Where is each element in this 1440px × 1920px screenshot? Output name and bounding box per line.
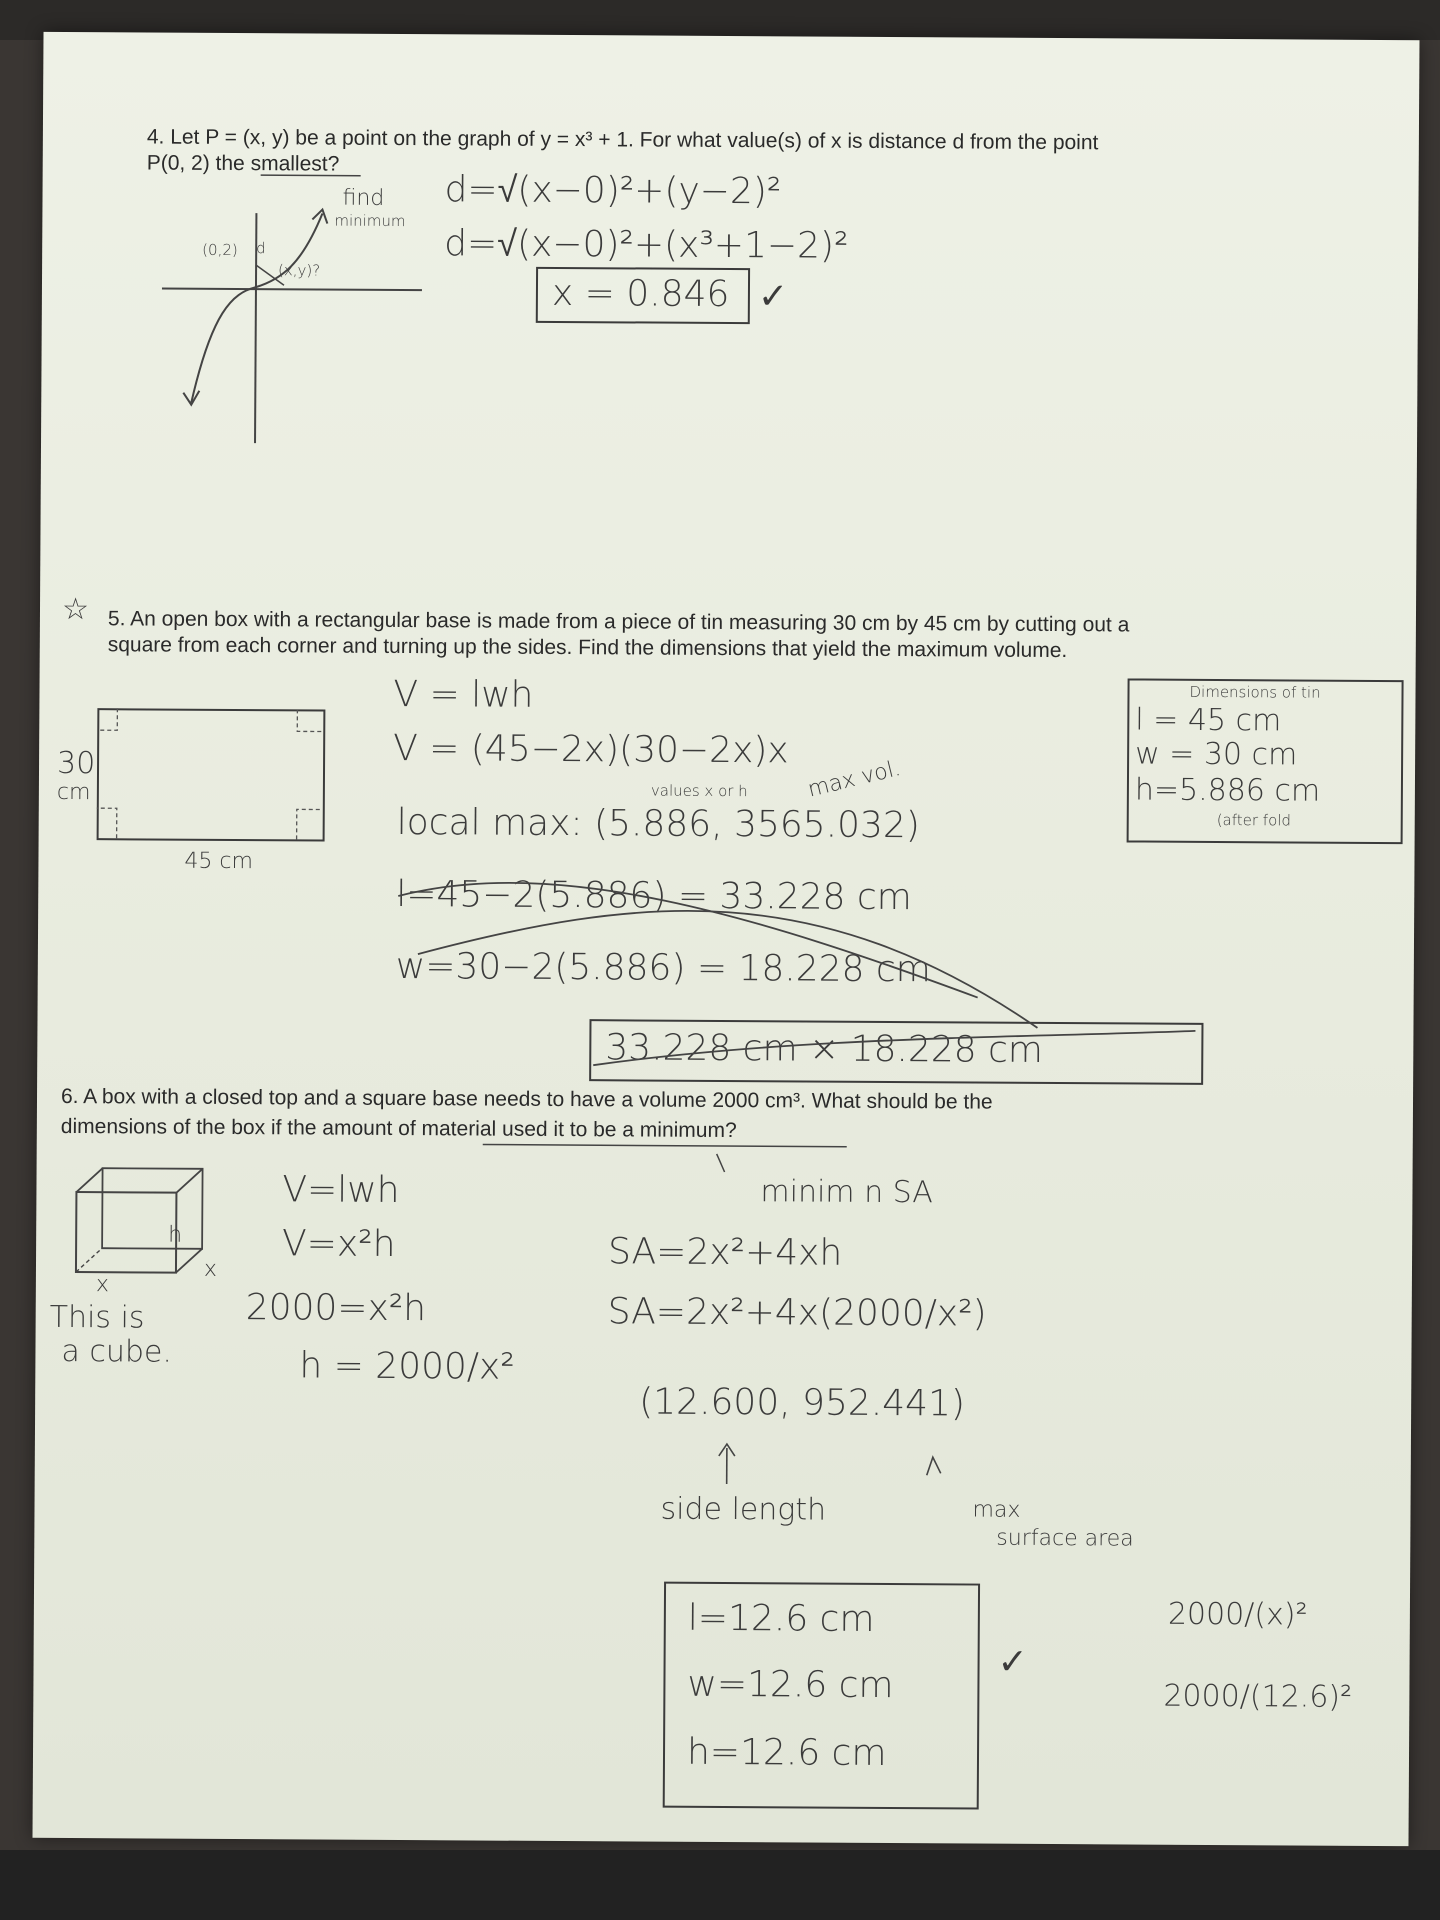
note-max-vol: max vol. <box>805 755 904 803</box>
cube-label-x1: x <box>203 1256 218 1282</box>
problem6-sa1: SA=2x²+4xh <box>607 1231 843 1274</box>
cube-label-h: h <box>168 1222 183 1248</box>
note-minimize-sa: minim n SA <box>760 1174 933 1211</box>
problem4-text-line2: P(0, 2) the smallest? <box>146 151 340 176</box>
arrow-label-surface-area: surface area <box>996 1525 1134 1552</box>
side-calc-1: 2000/(x)² <box>1167 1596 1308 1633</box>
problem5-crossed-box-text: 33.228 cm × 18.228 cm <box>605 1027 1044 1071</box>
problem6-eq-v3: 2000=x²h <box>245 1287 427 1330</box>
graph-label-d: d <box>256 239 266 258</box>
dimensions-l: l = 45 cm <box>1135 702 1282 739</box>
dimensions-title: Dimensions of tin <box>1189 682 1321 702</box>
problem6-arrows <box>32 32 1419 1846</box>
cube-label-x2: x <box>95 1272 109 1298</box>
cube-note-line2: a cube. <box>61 1333 173 1370</box>
graph-label-point: (0,2) <box>202 240 238 260</box>
problem4-eq1: d=√(x−0)²+(y−2)² <box>444 169 782 213</box>
dimensions-h: h=5.886 cm <box>1134 772 1321 809</box>
problem4-answer: x = 0.846 <box>551 272 730 316</box>
note-minimum: minimum <box>334 211 406 231</box>
problem4-text-line1: 4. Let P = (x, y) be a point on the graph of y = x³ + 1. For what value(s) of x is distance d from the point <box>146 125 1099 155</box>
graph-label-xy: (x,y)? <box>278 261 321 280</box>
problem6-eq-h: h = 2000/x² <box>299 1345 515 1388</box>
tin-side-label-30: 30 <box>56 745 96 782</box>
problem5-text-line1: 5. An open box with a rectangular base is made from a piece of tin measuring 30 cm by 45 cm by cutting out a <box>107 607 1130 637</box>
problem6-text-line2: dimensions of the box if the amount of material used it to be a minimum? <box>60 1114 737 1143</box>
note-find: find <box>342 185 385 211</box>
problem6-eq-v: V=lwh <box>282 1169 400 1212</box>
problem6-text-line1: 6. A box with a closed top and a square base needs to have a volume 2000 cm³. What should be the <box>60 1084 993 1114</box>
problem5-local-max: local max: (5.886, 3565.032) <box>396 801 920 847</box>
side-calc-2: 2000/(12.6)² <box>1163 1678 1353 1715</box>
problem6-sa2: SA=2x²+4x(2000/x²) <box>607 1291 987 1335</box>
tin-bottom-label: 45 cm <box>184 848 254 875</box>
problem5-eq-v: V = lwh <box>393 673 534 716</box>
answer-l: l=12.6 cm <box>687 1597 875 1640</box>
answer-h: h=12.6 cm <box>686 1731 887 1774</box>
problem6-point: (12.600, 952.441) <box>639 1381 966 1425</box>
problem6-eq-v2: V=x²h <box>282 1223 396 1265</box>
problem5-crossed-w: w=30−2(5.886) = 18.228 cm <box>395 945 931 991</box>
note-values: values x or h <box>650 781 748 801</box>
tin-side-label-cm: cm <box>56 779 91 806</box>
star-icon: ☆ <box>61 591 90 628</box>
problem6-answer-box <box>663 1582 980 1810</box>
arrow-label-max: max <box>972 1497 1021 1523</box>
problem4-eq2: d=√(x−0)²+(x³+1−2)² <box>444 223 849 267</box>
problem5-text-line2: square from each corner and turning up the sides. Find the dimensions that yield the maximum volume. <box>107 633 1068 663</box>
desk-foreground <box>0 1850 1440 1920</box>
arrow-label-side-length: side length <box>660 1491 827 1528</box>
cube-note-line1: This is <box>49 1299 145 1336</box>
problem5-crossed-l: l=45−2(5.886) = 33.228 cm <box>396 873 912 919</box>
problem5-eq-v2: V = (45−2x)(30−2x)x <box>393 727 789 772</box>
answer-w: w=12.6 cm <box>687 1663 894 1707</box>
dimensions-w: w = 30 cm <box>1135 736 1298 773</box>
check-icon: ✓ <box>757 276 789 318</box>
check-icon: ✓ <box>997 1641 1028 1683</box>
worksheet-page <box>32 32 1419 1846</box>
dimensions-note: (after fold <box>1216 810 1292 830</box>
